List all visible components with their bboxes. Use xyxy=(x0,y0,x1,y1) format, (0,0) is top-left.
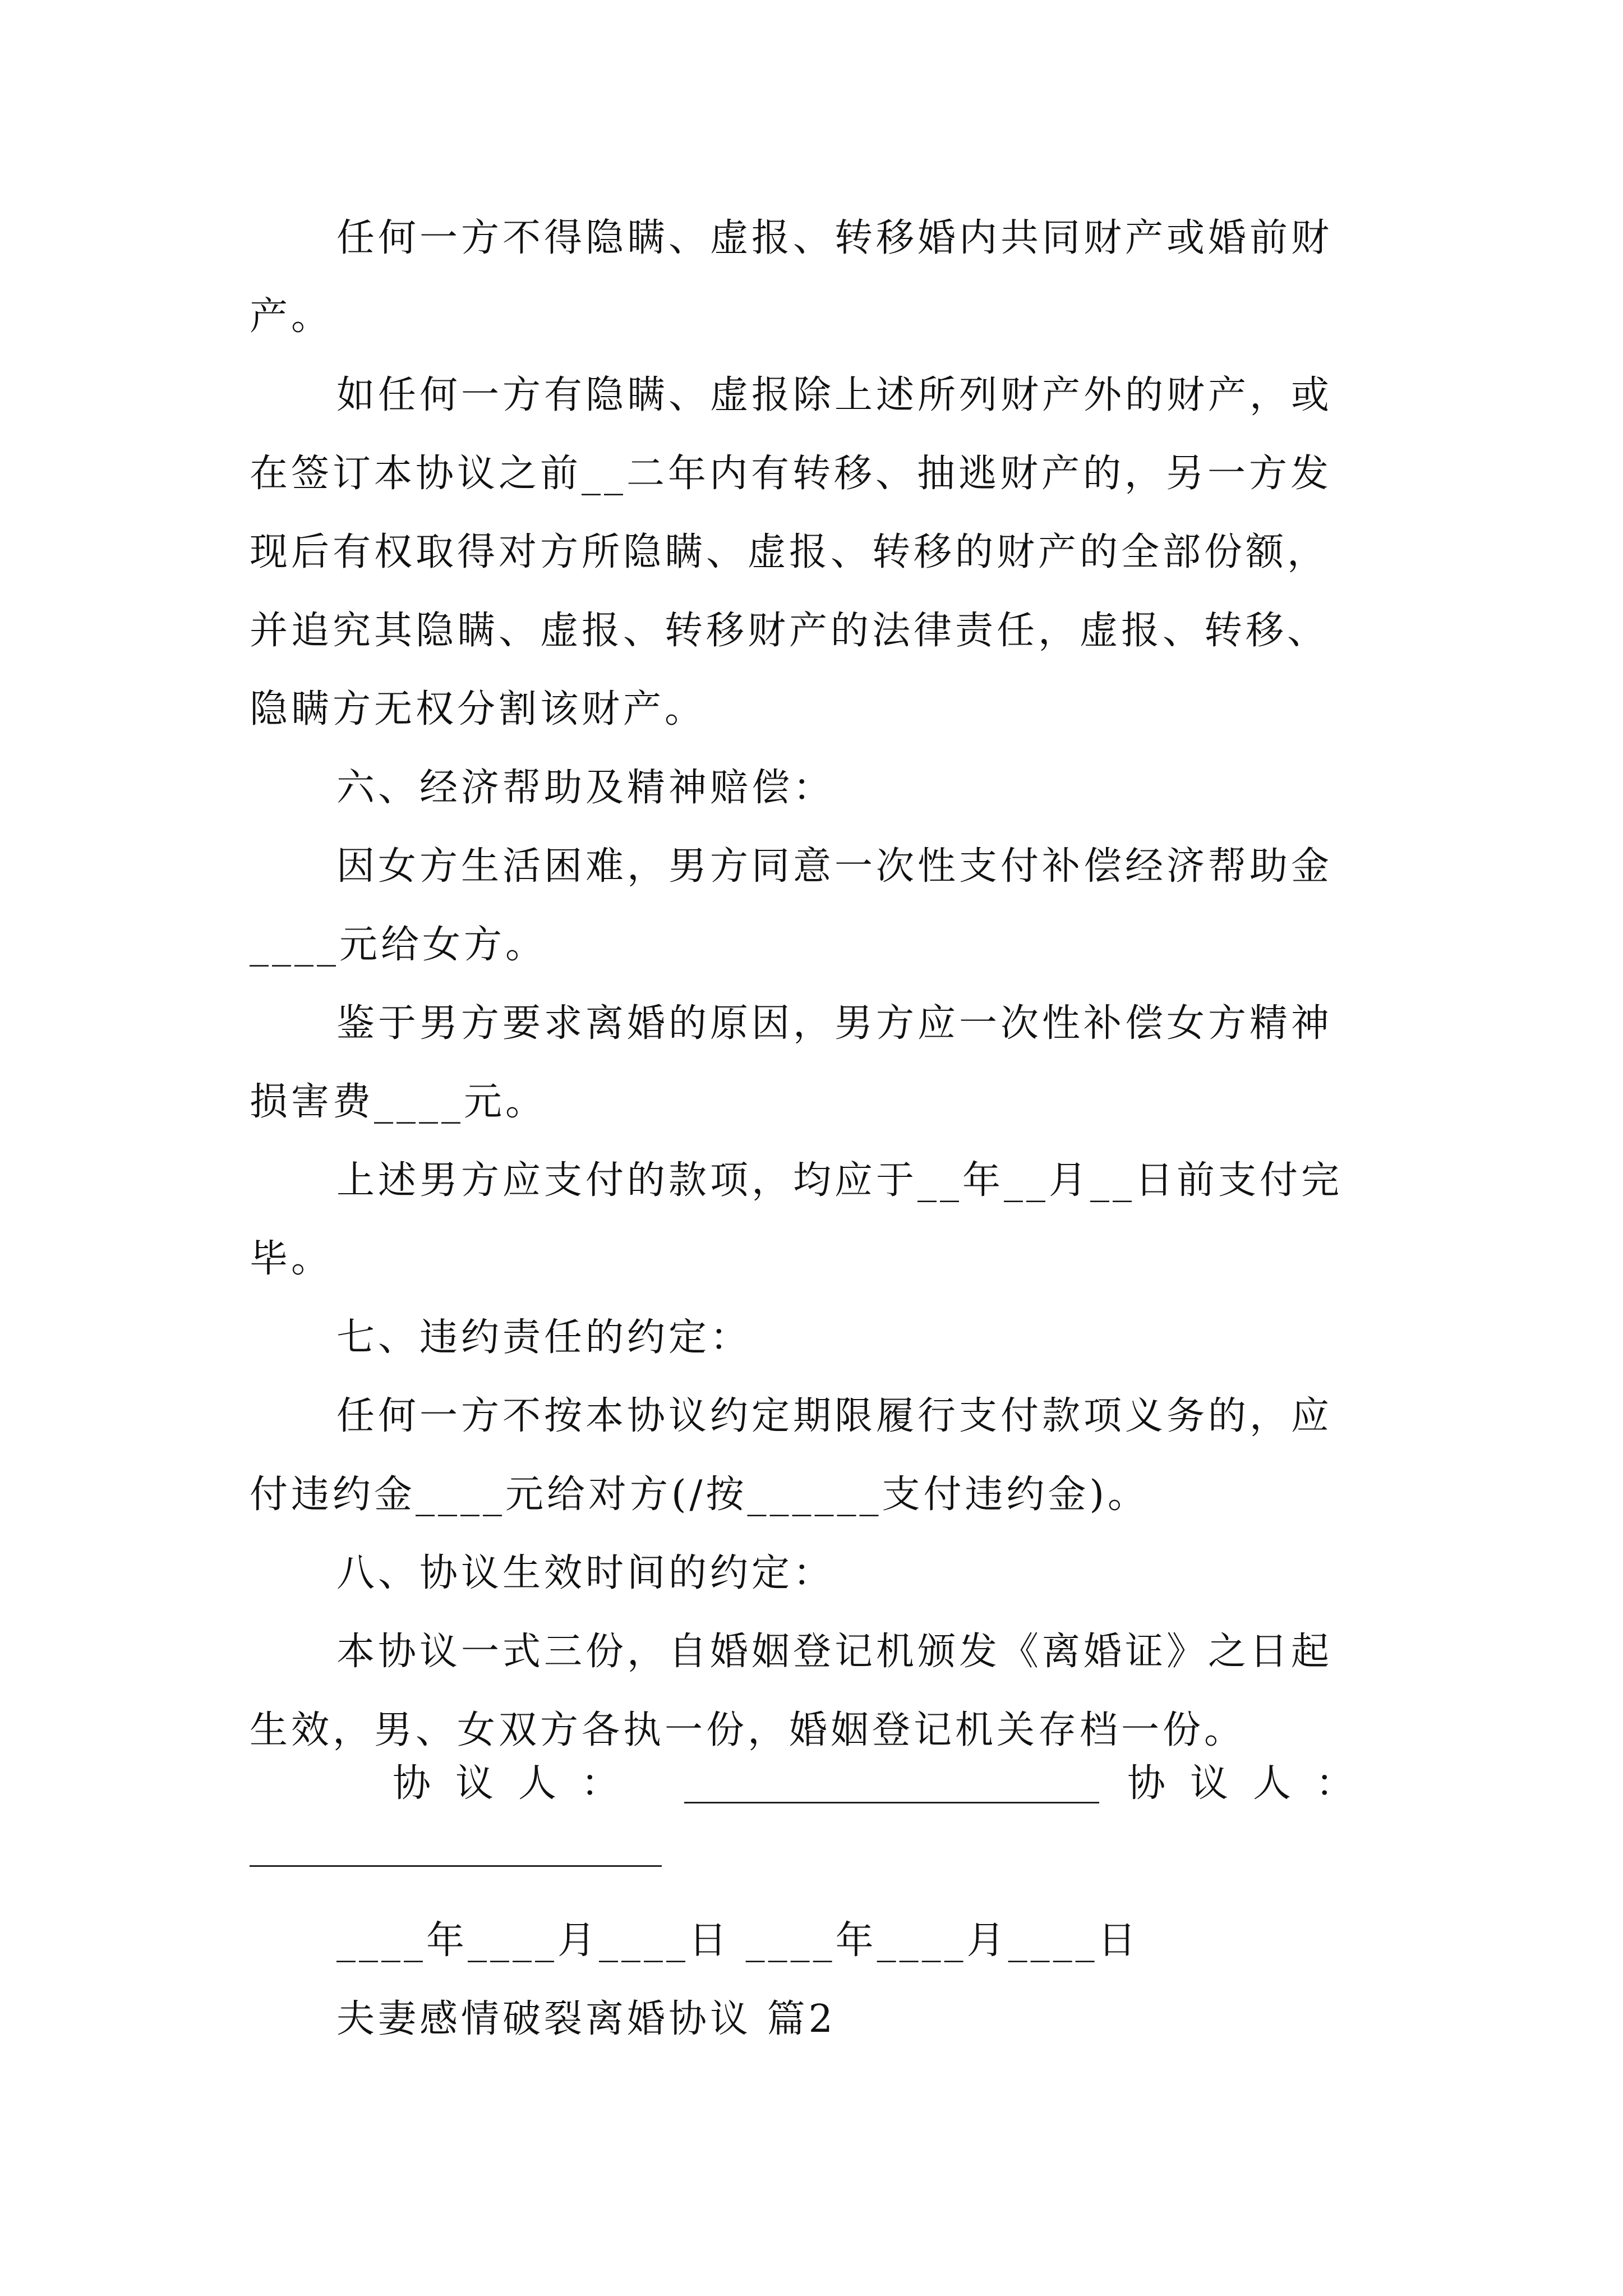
text-line: 任何一方不按本协议约定期限履行支付款项义务的，应 xyxy=(336,1394,1333,1438)
text-line: ____元给女方。 xyxy=(250,923,547,967)
text-line: 并追究其隐瞒、虚报、转移财产的法律责任，虚报、转移、 xyxy=(250,609,1329,653)
signatory-label-left: 协议人： xyxy=(393,1761,644,1806)
section-heading: 七、违约责任的约定： xyxy=(336,1315,752,1360)
date-line: ____年____月____日 ____年____月____日 xyxy=(336,1918,1140,1963)
text-line: 如任何一方有隐瞒、虚报除上述所列财产外的财产，或 xyxy=(336,373,1333,417)
signatory-label-right: 协议人： xyxy=(1127,1761,1379,1806)
text-line: 现后有权取得对方所隐瞒、虚报、转移的财产的全部份额， xyxy=(250,530,1329,574)
text-line: 上述男方应支付的款项，均应于__年__月__日前支付完 xyxy=(336,1158,1343,1203)
signature-line-left xyxy=(684,1802,1099,1803)
next-section-title: 夫妻感情破裂离婚协议 篇2 xyxy=(336,1997,836,2041)
signature-row xyxy=(393,1761,1380,1812)
text-line: 付违约金____元给对方(/按______支付违约金)。 xyxy=(250,1473,1149,1517)
text-line: 生效，男、女双方各执一份，婚姻登记机关存档一份。 xyxy=(250,1708,1246,1752)
text-line: 在签订本协议之前__二年内有转移、抽逃财产的，另一方发 xyxy=(250,452,1332,496)
text-line: 产。 xyxy=(250,295,333,339)
section-heading: 八、协议生效时间的约定： xyxy=(336,1551,835,1595)
text-line: 任何一方不得隐瞒、虚报、转移婚内共同财产或婚前财 xyxy=(336,216,1333,260)
text-line: 毕。 xyxy=(250,1237,333,1281)
text-line: 隐瞒方无权分割该财产。 xyxy=(250,687,707,731)
text-line: 损害费____元。 xyxy=(250,1080,547,1124)
text-line: 因女方生活困难，男方同意一次性支付补偿经济帮助金 xyxy=(336,844,1333,889)
section-heading: 六、经济帮助及精神赔偿： xyxy=(336,766,835,810)
signature-line-right xyxy=(250,1865,662,1867)
text-line: 鉴于男方要求离婚的原因，男方应一次性补偿女方精神 xyxy=(336,1001,1333,1046)
text-line: 本协议一式三份，自婚姻登记机颁发《离婚证》之日起 xyxy=(336,1630,1333,1674)
